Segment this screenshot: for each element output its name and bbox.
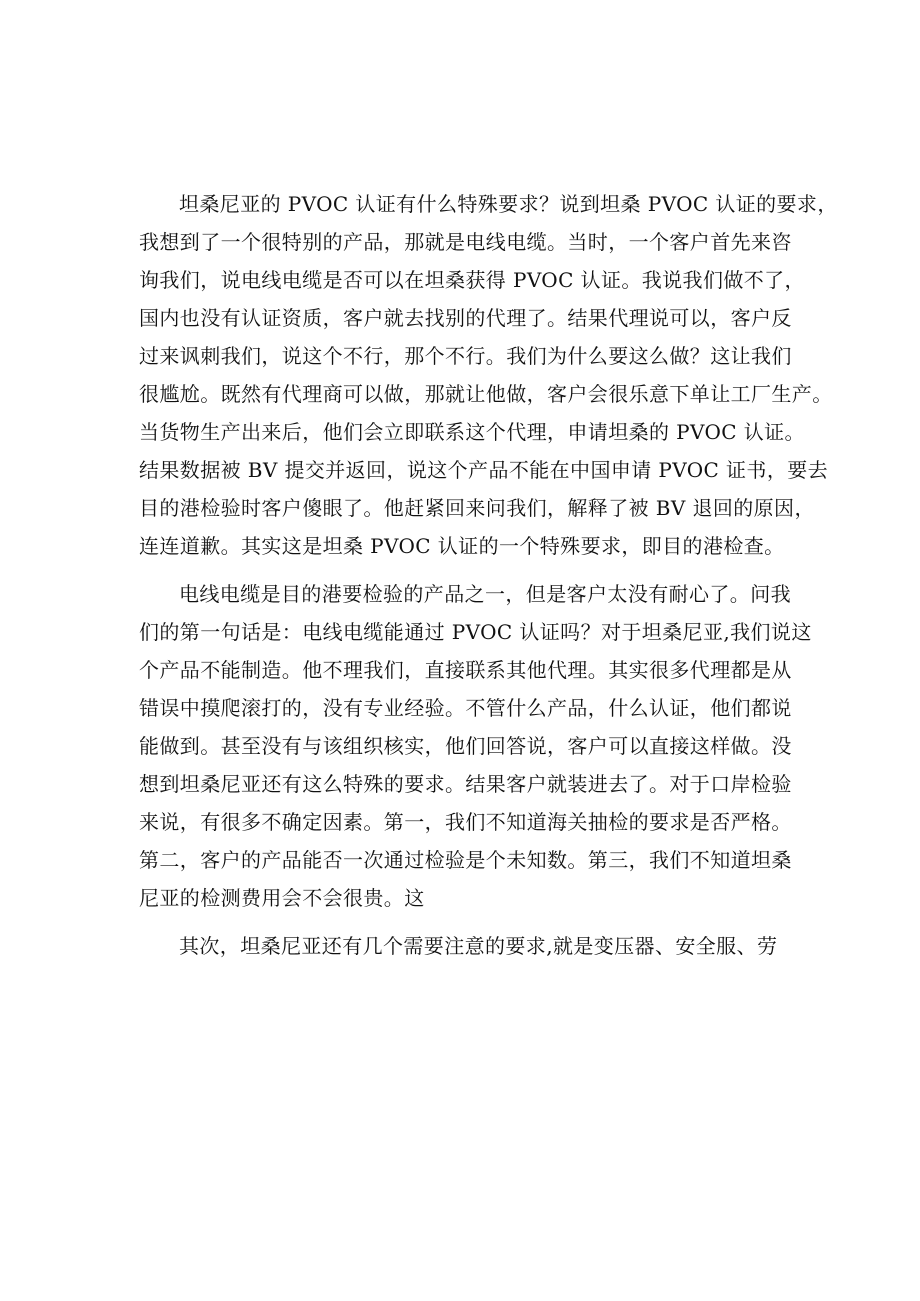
text-line: 坦桑尼亚的 PVOC 认证有什么特殊要求？说到坦桑 PVOC 认证的要求，: [179, 192, 838, 216]
text-line: 错误中摸爬滚打的，没有专业经验。不管什么产品，什么认证，他们都说: [139, 696, 792, 720]
text-line: 来说，有很多不确定因素。第一，我们不知道海关抽检的要求是否严格。: [139, 810, 792, 834]
text-line: 连连道歉。其实这是坦桑 PVOC 认证的一个特殊要求，即目的港检查。: [139, 534, 785, 558]
text-line: 过来讽刺我们，说这个不行，那个不行。我们为什么要这么做？这让我们: [139, 344, 792, 368]
text-line: 第二，客户的产品能否一次通过检验是个未知数。第三，我们不知道坦桑: [139, 848, 792, 872]
paragraph-1: [139, 185, 838, 565]
text-line: 想到坦桑尼亚还有这么特殊的要求。结果客户就装进去了。对于口岸检验: [139, 772, 792, 796]
text-line: 能做到。甚至没有与该组织核实，他们回答说，客户可以直接这样做。没: [139, 734, 792, 758]
text-line: 尼亚的检测费用会不会很贵。这: [139, 886, 425, 910]
text-line: 当货物生产出来后，他们会立即联系这个代理，申请坦桑的 PVOC 认证。: [139, 420, 805, 444]
text-line: 电线电缆是目的港要检验的产品之一，但是客户太没有耐心了。问我: [179, 582, 791, 606]
paragraph-3: [139, 927, 799, 965]
paragraph-2: [139, 575, 812, 917]
text-line: 目的港检验时客户傻眼了。他赶紧回来问我们，解释了被 BV 退回的原因，: [139, 496, 815, 520]
text-line: 国内也没有认证资质，客户就去找别的代理了。结果代理说可以，客户反: [139, 306, 792, 330]
text-line: 个产品不能制造。他不理我们，直接联系其他代理。其实很多代理都是从: [139, 658, 792, 682]
text-line: 询我们，说电线电缆是否可以在坦桑获得 PVOC 认证。我说我们做不了，: [139, 268, 805, 292]
text-line: 结果数据被 BV 提交并返回，说这个产品不能在中国申请 PVOC 证书，要去: [139, 458, 829, 482]
text-line: 很尴尬。既然有代理商可以做，那就让他做，客户会很乐意下单让工厂生产。: [139, 382, 833, 406]
text-line: 我想到了一个很特别的产品，那就是电线电缆。当时，一个客户首先来咨: [139, 230, 792, 254]
document-body: [139, 185, 838, 965]
text-line: 其次，坦桑尼亚还有几个需要注意的要求,就是变压器、安全服、劳: [179, 934, 778, 958]
text-line: 们的第一句话是：电线电缆能通过 PVOC 认证吗？对于坦桑尼亚,我们说这: [139, 620, 812, 644]
